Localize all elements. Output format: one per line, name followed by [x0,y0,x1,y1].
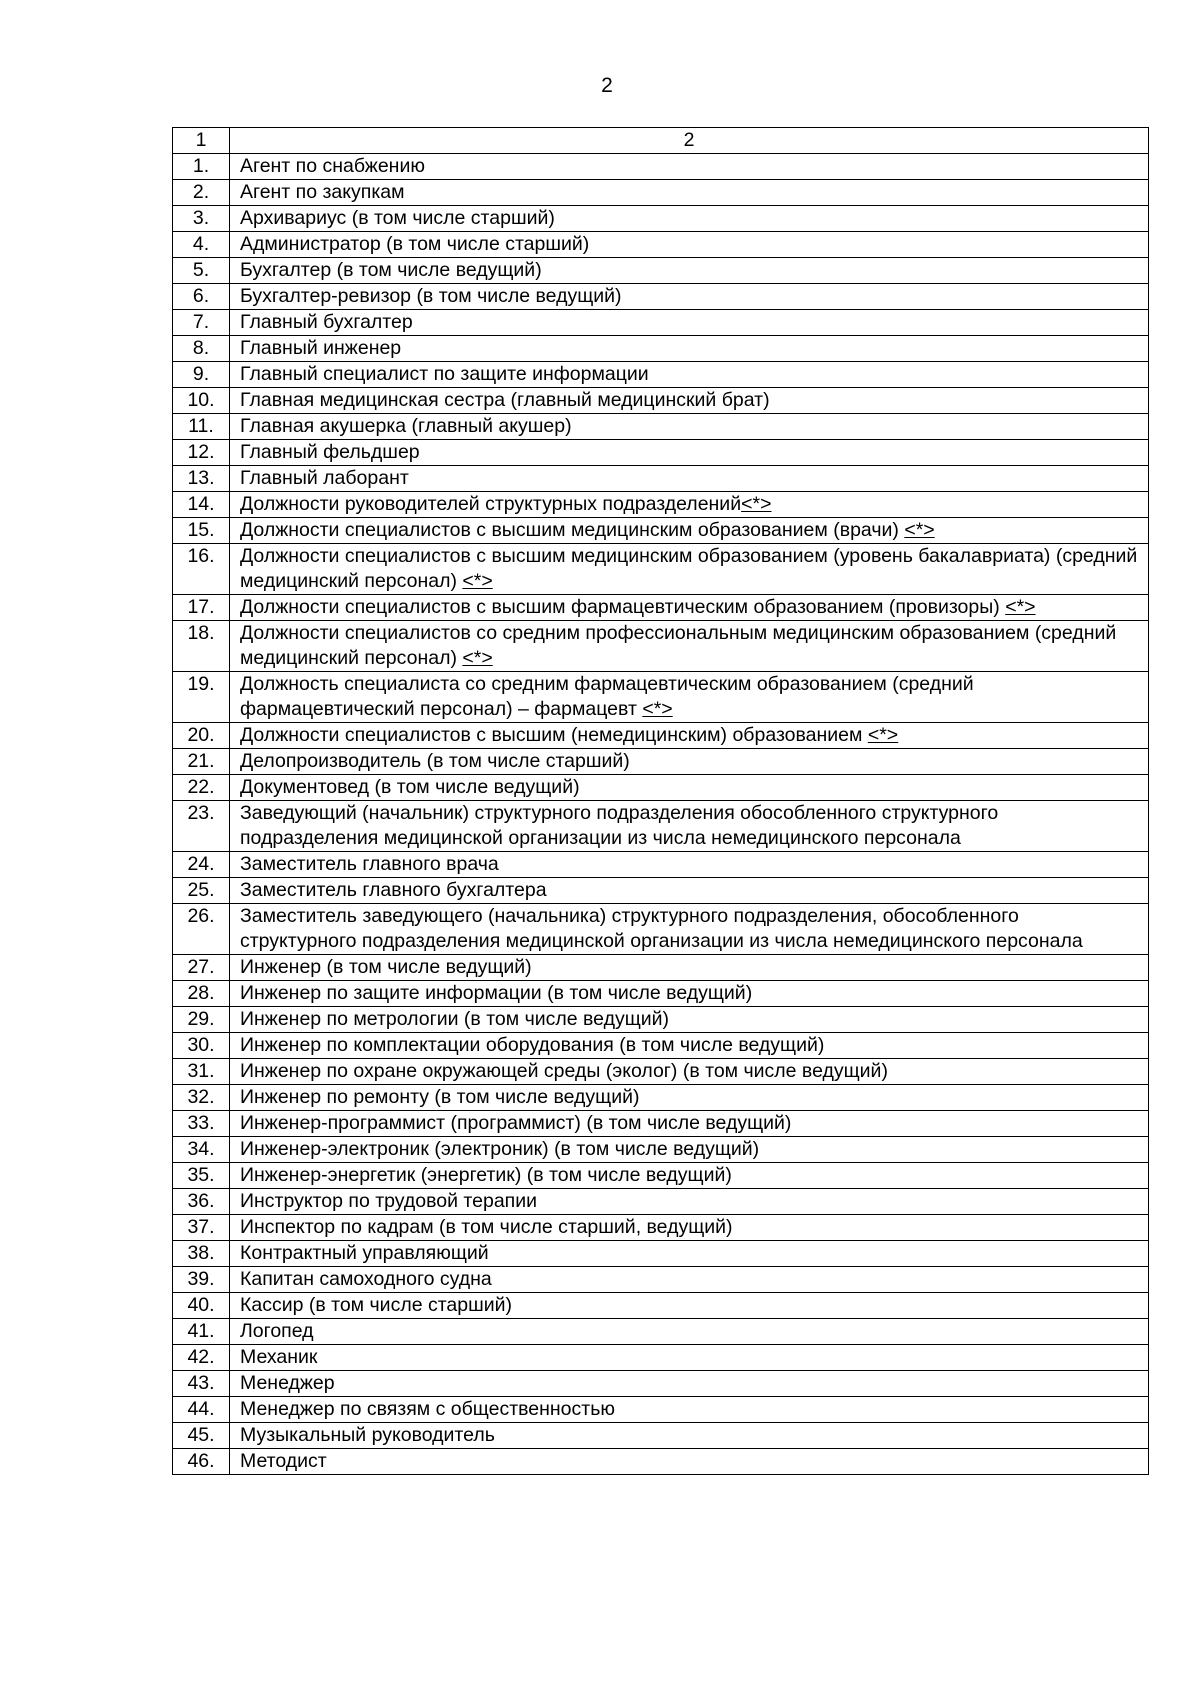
row-number: 7. [173,310,230,336]
position-title-cell [230,878,1149,904]
position-title: Капитан самоходного судна [240,1268,492,1290]
row-number: 46. [173,1449,230,1475]
row-number: 28. [173,981,230,1007]
positions-table [172,127,1149,1475]
row-number: 20. [173,723,230,749]
table-row [173,1215,1149,1241]
position-title: Администратор (в том числе старший) [240,233,590,255]
position-title-cell [230,284,1149,310]
table-row [173,232,1149,258]
table-row [173,955,1149,981]
position-title: Музыкальный руководитель [240,1424,495,1446]
position-title-cell [230,154,1149,180]
row-number: 23. [173,801,230,852]
table-row [173,362,1149,388]
position-title-cell [230,1293,1149,1319]
position-title-cell [230,1163,1149,1189]
table-row [173,336,1149,362]
position-title-cell [230,1397,1149,1423]
position-title-cell [230,492,1149,518]
position-title: Инженер-программист (программист) (в том числе ведущий) [240,1112,792,1134]
position-title-cell [230,595,1149,621]
position-title-cell [230,672,1149,723]
row-number: 44. [173,1397,230,1423]
row-number: 26. [173,904,230,955]
position-title: Документовед (в том числе ведущий) [240,776,580,798]
table-row [173,595,1149,621]
table-row [173,1241,1149,1267]
row-number: 39. [173,1267,230,1293]
row-number: 21. [173,749,230,775]
position-title: Главная медицинская сестра (главный медицинский брат) [240,389,770,411]
row-number: 38. [173,1241,230,1267]
position-title-cell [230,388,1149,414]
position-title-cell [230,1423,1149,1449]
position-title: Инженер (в том числе ведущий) [240,956,532,978]
row-number: 10. [173,388,230,414]
position-title: Менеджер [240,1372,335,1394]
row-number: 5. [173,258,230,284]
position-title-cell [230,1371,1149,1397]
position-title: Должности руководителей структурных подразделений [240,493,742,515]
row-number: 12. [173,440,230,466]
position-title-cell [230,206,1149,232]
position-title-cell [230,852,1149,878]
position-title-cell [230,1267,1149,1293]
position-title: Главный бухгалтер [240,311,413,333]
position-title: Должности специалистов со средним профессиональным медицинским образованием (средний медицинский персонал) [240,622,1117,669]
position-title: Инженер по охране окружающей среды (эколог) (в том числе ведущий) [240,1060,888,1082]
position-title: Должность специалиста со средним фармацевтическим образованием (средний фармацевтический персонал) – фармацевт [240,673,974,720]
row-number: 11. [173,414,230,440]
position-title-cell [230,440,1149,466]
table-row [173,1267,1149,1293]
row-number: 3. [173,206,230,232]
footnote-reference-link[interactable]: <*> [1005,596,1036,618]
position-title-cell [230,981,1149,1007]
position-title-cell [230,1345,1149,1371]
position-title: Инспектор по кадрам (в том числе старший, ведущий) [240,1216,733,1238]
table-row [173,1059,1149,1085]
position-title: Должности специалистов с высшим (немедицинским) образованием [240,724,868,746]
table-row [173,310,1149,336]
position-title: Инженер-электроник (электроник) (в том числе ведущий) [240,1138,760,1160]
table-row [173,801,1149,852]
table-row [173,1319,1149,1345]
footnote-reference-link[interactable]: <*> [642,698,673,720]
table-row [173,1345,1149,1371]
position-title: Агент по снабжению [240,155,425,177]
row-number: 17. [173,595,230,621]
table-row [173,1137,1149,1163]
table-row [173,1423,1149,1449]
position-title: Бухгалтер (в том числе ведущий) [240,259,542,281]
row-number: 36. [173,1189,230,1215]
position-title: Главный фельдшер [240,441,420,463]
table-row [173,904,1149,955]
row-number: 34. [173,1137,230,1163]
row-number: 37. [173,1215,230,1241]
row-number: 18. [173,621,230,672]
row-number: 30. [173,1033,230,1059]
row-number: 9. [173,362,230,388]
footnote-reference-link[interactable]: <*> [741,493,772,515]
position-title-cell [230,1449,1149,1475]
row-number: 8. [173,336,230,362]
table-row [173,1189,1149,1215]
position-title-cell [230,414,1149,440]
position-title: Кассир (в том числе старший) [240,1294,513,1316]
position-title: Главный лаборант [240,467,409,489]
position-title-cell [230,258,1149,284]
table-row [173,492,1149,518]
row-number: 45. [173,1423,230,1449]
position-title: Инженер по метрологии (в том числе ведущий) [240,1008,670,1030]
position-title: Должности специалистов с высшим фармацевтическим образованием (провизоры) [240,596,1006,618]
row-number: 27. [173,955,230,981]
table-row [173,544,1149,595]
position-title-cell [230,310,1149,336]
footnote-reference-link[interactable]: <*> [867,724,899,746]
row-number: 43. [173,1371,230,1397]
position-title-cell [230,1319,1149,1345]
row-number: 25. [173,878,230,904]
position-title: Заведующий (начальник) структурного подразделения обособленного структурного подразделения медицинской организации из числа немедицинского персонала [240,802,999,849]
position-title: Делопроизводитель (в том числе старший) [240,750,630,772]
footnote-reference-link[interactable]: <*> [462,570,493,592]
position-title: Главный инженер [240,337,402,359]
position-title: Методист [240,1450,327,1472]
position-title: Заместитель заведующего (начальника) структурного подразделения, обособленного структурного подразделения медицинской организации из числа немедицинского персонала [240,905,1083,952]
table-row [173,1007,1149,1033]
position-title: Должности специалистов с высшим медицинским образованием (врачи) [240,519,905,541]
row-number: 4. [173,232,230,258]
position-title-cell [230,775,1149,801]
table-row [173,1033,1149,1059]
position-title-cell [230,1033,1149,1059]
position-title-cell [230,749,1149,775]
table-row [173,1085,1149,1111]
position-title-cell [230,723,1149,749]
position-title: Механик [240,1346,318,1368]
position-title-cell [230,518,1149,544]
position-title: Главная акушерка (главный акушер) [240,415,572,437]
row-number: 14. [173,492,230,518]
row-number: 40. [173,1293,230,1319]
position-title-cell [230,362,1149,388]
table-row [173,723,1149,749]
table-row [173,1449,1149,1475]
position-title-cell [230,232,1149,258]
position-title: Архивариус (в том числе старший) [240,207,555,229]
column-header-number: 1 [173,128,230,154]
table-row [173,414,1149,440]
table-row [173,206,1149,232]
position-title: Инженер по защите информации (в том числе ведущий) [240,982,753,1004]
position-title: Инженер по ремонту (в том числе ведущий) [240,1086,640,1108]
row-number: 19. [173,672,230,723]
position-title-cell [230,1007,1149,1033]
position-title-cell [230,1059,1149,1085]
row-number: 24. [173,852,230,878]
table-row [173,621,1149,672]
position-title-cell [230,466,1149,492]
position-title-cell [230,955,1149,981]
row-number: 41. [173,1319,230,1345]
position-title-cell [230,1085,1149,1111]
position-title: Инженер-энергетик (энергетик) (в том числе ведущий) [240,1164,732,1186]
footnote-reference-link[interactable]: <*> [904,519,935,541]
position-title: Логопед [240,1320,314,1342]
row-number: 32. [173,1085,230,1111]
table-row [173,1111,1149,1137]
column-header-position: 2 [230,128,1149,154]
position-title-cell [230,1241,1149,1267]
row-number: 42. [173,1345,230,1371]
row-number: 29. [173,1007,230,1033]
table-row [173,981,1149,1007]
table-row [173,154,1149,180]
position-title-cell [230,1137,1149,1163]
position-title: Главный специалист по защите информации [240,363,649,385]
table-row [173,284,1149,310]
table-row [173,518,1149,544]
table-row [173,1163,1149,1189]
footnote-reference-link[interactable]: <*> [462,647,493,669]
table-row [173,852,1149,878]
row-number: 2. [173,180,230,206]
row-number: 22. [173,775,230,801]
position-title-cell [230,336,1149,362]
position-title: Контрактный управляющий [240,1242,489,1264]
table-header-row [173,128,1149,154]
position-title-cell [230,621,1149,672]
position-title-cell [230,544,1149,595]
row-number: 13. [173,466,230,492]
table-row [173,440,1149,466]
table-row [173,878,1149,904]
position-title-cell [230,1111,1149,1137]
row-number: 1. [173,154,230,180]
position-title: Должности специалистов с высшим медицинским образованием (уровень бакалавриата) (средний медицинский персонал) [240,545,1138,592]
page-number: 2 [601,74,613,97]
table-row [173,1293,1149,1319]
position-title-cell [230,1215,1149,1241]
table-row [173,749,1149,775]
row-number: 16. [173,544,230,595]
position-title-cell [230,180,1149,206]
table-row [173,775,1149,801]
position-title: Бухгалтер-ревизор (в том числе ведущий) [240,285,622,307]
table-row [173,388,1149,414]
table-row [173,1397,1149,1423]
table-row [173,466,1149,492]
position-title: Заместитель главного врача [240,853,499,875]
position-title-cell [230,801,1149,852]
position-title: Заместитель главного бухгалтера [240,879,547,901]
table-row [173,1371,1149,1397]
position-title: Инструктор по трудовой терапии [240,1190,538,1212]
row-number: 31. [173,1059,230,1085]
table-row [173,258,1149,284]
row-number: 6. [173,284,230,310]
table-row [173,672,1149,723]
position-title-cell [230,1189,1149,1215]
position-title-cell [230,904,1149,955]
row-number: 15. [173,518,230,544]
positions-table-body [173,128,1149,1475]
position-title: Агент по закупкам [240,181,405,203]
row-number: 33. [173,1111,230,1137]
position-title: Менеджер по связям с общественностью [240,1398,615,1420]
table-row [173,180,1149,206]
row-number: 35. [173,1163,230,1189]
position-title: Инженер по комплектации оборудования (в том числе ведущий) [240,1034,825,1056]
